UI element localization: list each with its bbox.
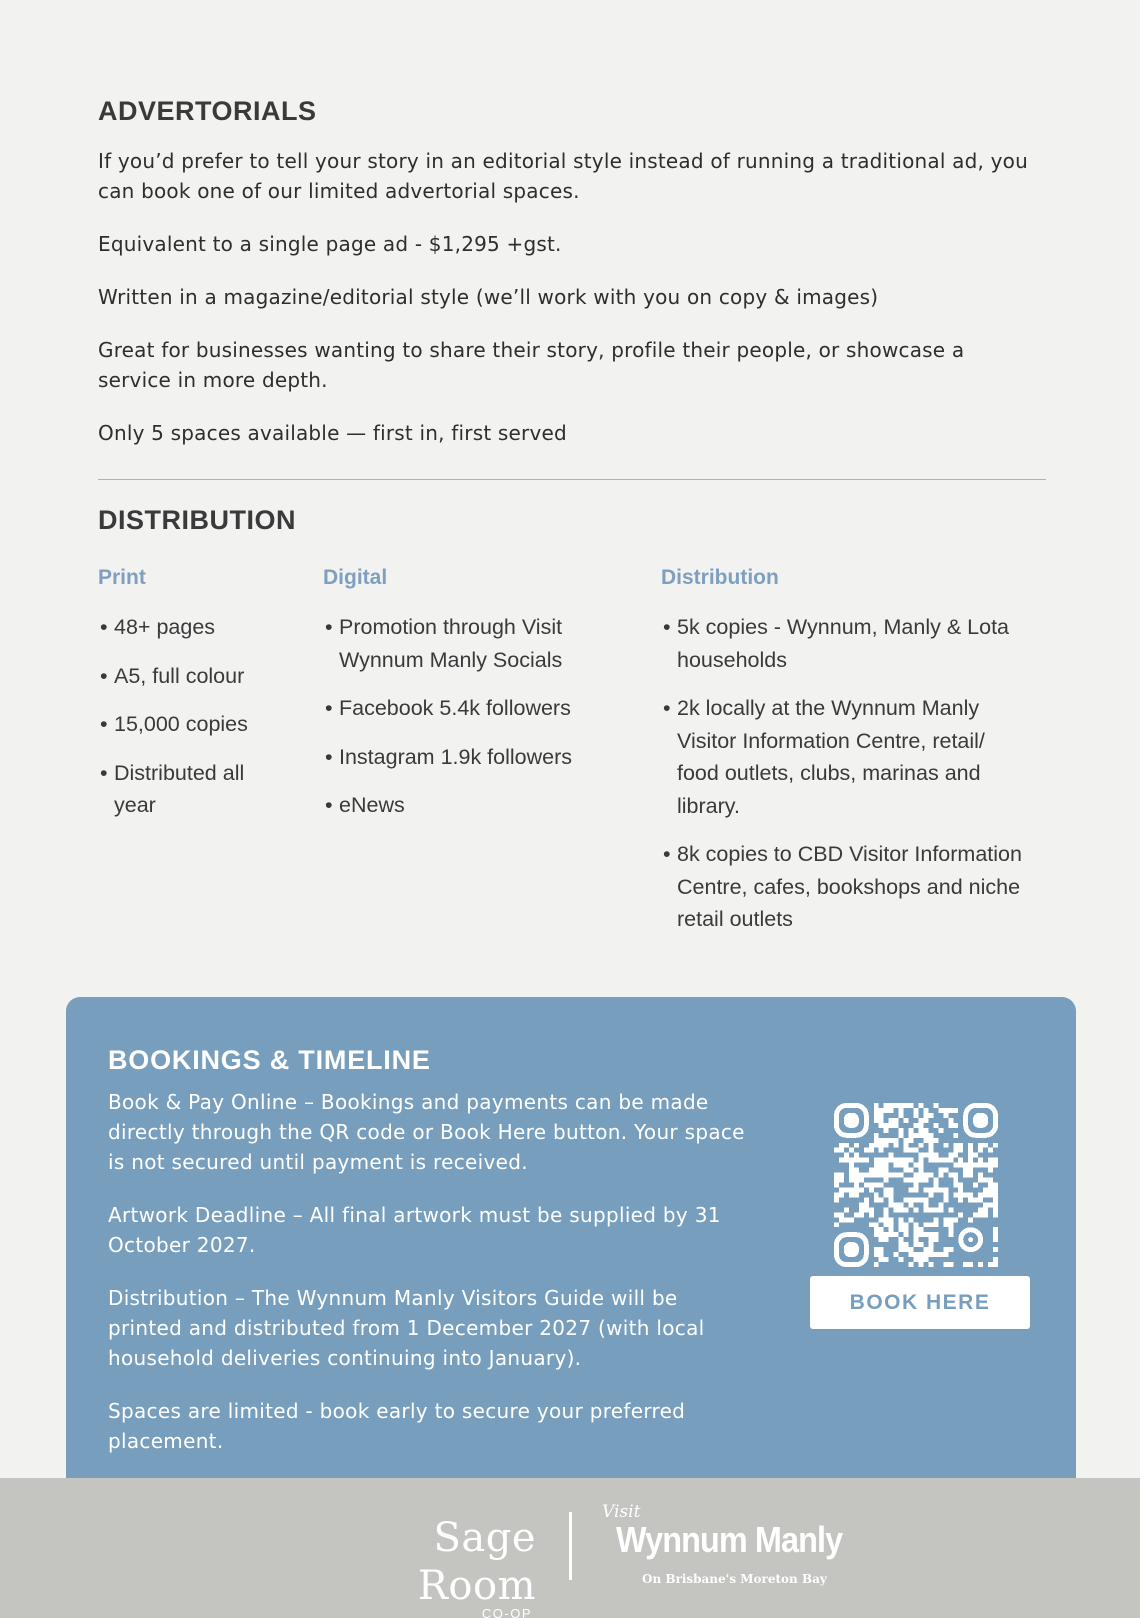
list-item: • Promotion through Visit Wynnum Manly Socials [323, 611, 633, 676]
logo-visit-word: Visit [602, 1502, 641, 1522]
list-item: • 15,000 copies [98, 708, 298, 741]
sage-room-logo [310, 1514, 536, 1618]
list-item: • 48+ pages [98, 611, 298, 644]
bookings-online: Book & Pay Online – Bookings and payments can be made directly through the QR code or Book Here button. Your space is not secured until payment is received. [108, 1090, 745, 1174]
advertorials-price: Equivalent to a single page ad - $1,295 +gst. [98, 232, 562, 256]
list-item: • 8k copies to CBD Visitor Information Centre, cafes, bookshops and niche retail outlets [661, 838, 1036, 936]
print-list [98, 611, 298, 822]
digital-column-title: Digital [323, 566, 388, 589]
qr-code-icon[interactable] [834, 1103, 998, 1267]
sage-room-logo-name: Sage Room [417, 1515, 536, 1609]
advertorials-style: Written in a magazine/editorial style (we’ll work with you on copy & images) [98, 285, 879, 309]
bookings-heading: BOOKINGS & TIMELINE [108, 1045, 431, 1075]
sage-room-logo-sub: CO-OP [481, 1606, 532, 1618]
book-here-button[interactable]: BOOK HERE [810, 1276, 1030, 1329]
list-item: • A5, full colour [98, 660, 298, 693]
logo-divider [569, 1512, 572, 1580]
list-item: • Facebook 5.4k followers [323, 692, 643, 725]
distribution-list [661, 611, 1041, 936]
distribution-heading: DISTRIBUTION [98, 505, 296, 535]
logo-tagline: On Brisbane's Moreton Bay [642, 1572, 827, 1586]
bookings-artwork-deadline: Artwork Deadline – All final artwork must be supplied by 31 October 2027. [108, 1203, 721, 1257]
advertorials-benefit: Great for businesses wanting to share their story, profile their people, or showcase a service in more depth. [98, 338, 965, 392]
list-item: • Instagram 1.9k followers [323, 741, 643, 774]
bookings-panel [66, 997, 1076, 1497]
advertorials-intro: If you’d prefer to tell your story in an editorial style instead of running a traditional ad, you can book one of our limited advertorial spaces. [98, 149, 1028, 203]
print-column [98, 566, 298, 838]
list-item: • 5k copies - Wynnum, Manly & Lota households [661, 611, 1036, 676]
distribution-column-title: Distribution [661, 566, 779, 589]
digital-column [323, 566, 643, 838]
list-item: • Distributed all year [98, 757, 248, 822]
advertorials-availability: Only 5 spaces available — first in, first served [98, 421, 567, 445]
visit-wynnum-manly-logo [600, 1502, 843, 1598]
list-item: • eNews [323, 789, 643, 822]
logo-wynnum-manly-word: Wynnum Manly [616, 1519, 843, 1560]
section-divider [98, 479, 1046, 480]
advertorials-heading: ADVERTORIALS [98, 96, 317, 126]
footer [0, 1478, 1140, 1618]
bookings-limited: Spaces are limited - book early to secure your preferred placement. [108, 1399, 686, 1453]
distribution-column [661, 566, 1041, 952]
print-column-title: Print [98, 566, 146, 589]
list-item: • 2k locally at the Wynnum Manly Visitor Information Centre, retail/ food outlets, clubs, marinas and library. [661, 692, 1011, 822]
digital-list [323, 611, 643, 822]
bookings-distribution: Distribution – The Wynnum Manly Visitors Guide will be printed and distributed from 1 December 2027 (with local household deliveries continuing into January). [108, 1286, 705, 1370]
